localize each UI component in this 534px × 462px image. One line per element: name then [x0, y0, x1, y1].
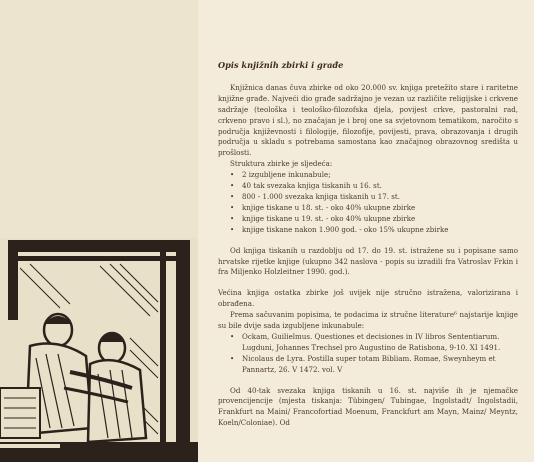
structure-list — [218, 170, 518, 235]
intro-paragraph: Knjižnica danas čuva zbirke od oko 20.000 sv. knjiga pretežito stare i raritetne knjižne građe. Najveći dio građe sadržajno je vezan uz različite religijske i crkvene sadržaje (teološka i teološko-filozofska djela, povijest crkve, pastoralni rad, crkveno pravo i sl.), no značajan je i broj one sa svjetovnom tematikom, naročito s područja književnosti i filologije, filozofije, povijesti, prava, obrazovanja i drugih područja u skladu s potrebama samostana kao značajnog obrazovnog središta u prošlosti. — [218, 82, 518, 158]
left-cover-panel — [0, 0, 198, 462]
list-item: • knjige tiskane nakon 1.900 god. - oko 15% ukupne zbirke — [230, 225, 518, 236]
incunabula-intro-paragraph: Prema sačuvanim popisima, te podacima iz stručne literature⁶ najstarije knjige su bile dvije sada izgubljene inkunabule: — [218, 310, 518, 331]
incunabula-list — [218, 332, 518, 376]
unexplored-paragraph: Većina knjiga ostatka zbirke još uvijek nije stručno istražena, valorizirana i obrađena. — [218, 288, 518, 309]
list-item: • 800 - 1.000 svezaka knjiga tiskanih u 17. st. — [230, 192, 518, 203]
catalogued-paragraph: Od knjiga tiskanih u razdoblju od 17. do 19. st. istražene su i popisane samo hrvatske rijetke knjige (ukupno 342 naslova - popis su izradili fra Vatroslav Frkin i fra Miljenko Holzleitner 1990. god.). — [218, 245, 518, 277]
list-item: • 2 izgubljene inkunabule; — [230, 170, 518, 181]
list-item: • Nicolaus de Lyra. Postilla super totam Bibliam. Romae, Sweynheym et Pannartz, 26. V 1472. vol. V — [230, 354, 518, 376]
woodcut-illustration-printers-icon — [0, 238, 198, 462]
list-item: • knjige tiskane u 18. st. - oko 40% ukupne zbirke — [230, 203, 518, 214]
sixteenth-century-paragraph: Od 40-tak svezaka knjiga tiskanih u 16. st. najviše ih je njemačke provencijencije (mjesta tiskanja: Tübingen/ Tubingae, Ingolstadt/ Ingolstadii, Frankfurt na Maini/ Francofortiad Moenum, Franckfurt am Mayn, Mainz/ Meyntz, Koeln/Coloniae). Od — [218, 385, 518, 428]
section-heading: Opis knjižnih zbirki i građe — [218, 60, 344, 70]
list-item: • 40 tak svezaka knjiga tiskanih u 16. st. — [230, 181, 518, 192]
list-item: • knjige tiskane u 19. st. - oko 40% ukupne zbirke — [230, 214, 518, 225]
document-body — [218, 60, 518, 429]
list-item: • Ockam, Guilielmus. Questiones et decisiones in IV libros Sententiarum. Lugduni, Johannes Trechsel pro Augustino de Ratisbona, 9-10. XI 1491. — [230, 332, 518, 354]
structure-label: Struktura zbirke je sljedeća: — [230, 159, 333, 169]
